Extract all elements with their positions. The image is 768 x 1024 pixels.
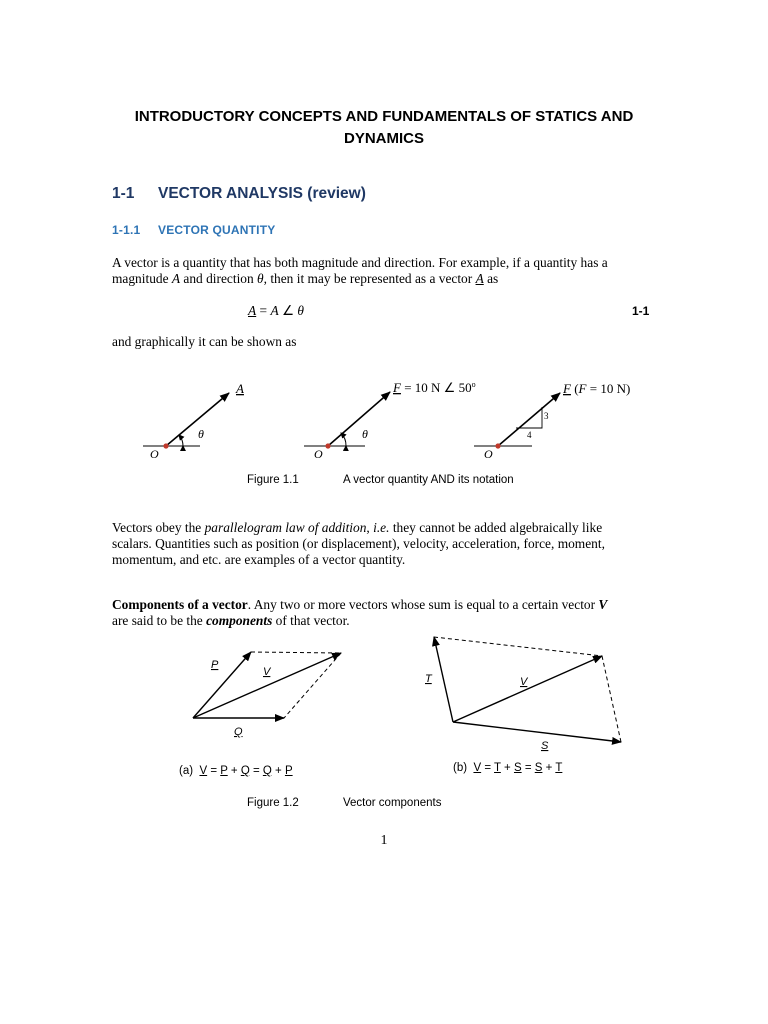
section-number: 1-1	[112, 185, 135, 202]
parallelogram-line-3: momentum, and etc. are examples of a vector quantity.	[112, 552, 406, 567]
intro-paragraph	[112, 255, 658, 287]
graph-intro-text: and graphically it can be shown as	[112, 334, 297, 349]
figure-1-2a-caption: (a) V = P + Q = Q + P	[179, 765, 293, 777]
figure-1-1	[0, 370, 768, 470]
dashed-side-top	[251, 652, 341, 653]
label-A: A	[236, 381, 244, 396]
subsection-title: VECTOR QUANTITY	[158, 223, 276, 237]
vector-V-arrow-b	[453, 656, 602, 722]
figure-1-2	[0, 630, 768, 780]
label-F-magnitude: F (F = 10 N)	[563, 381, 631, 396]
figure-1-2-label: Figure 1.2	[247, 797, 299, 809]
label-P: P	[211, 659, 219, 671]
dashed-side-right	[284, 653, 341, 718]
figure-1-2-caption: Vector components	[343, 797, 442, 809]
label-S: S	[541, 740, 549, 752]
figure-1-1-caption: A vector quantity AND its notation	[343, 474, 514, 486]
vector-diagram-2	[304, 380, 476, 461]
figure-1-1-label: Figure 1.1	[247, 474, 299, 486]
dashed-side-top-b	[434, 637, 602, 656]
components-line-1: Components of a vector. Any two or more vectors whose sum is equal to a certain vector V	[112, 597, 608, 612]
parallelogram-b	[425, 637, 621, 752]
label-T: T	[425, 673, 432, 685]
vector-diagram-1	[143, 381, 244, 461]
origin-point-3	[495, 443, 500, 448]
angle-arc-1	[179, 435, 183, 446]
page-number: 1	[380, 833, 388, 848]
label-O-1: O	[150, 447, 159, 461]
vector-P-arrow	[193, 652, 251, 718]
origin-point-1	[163, 443, 168, 448]
vector-S-arrow	[453, 722, 621, 742]
label-V-b: V	[520, 676, 528, 688]
equation-1-1: A = A ∠ θ	[248, 303, 304, 318]
label-V-a: V	[263, 666, 271, 678]
parallelogram-paragraph	[112, 520, 658, 568]
triangle-label-4: 4	[527, 430, 532, 440]
label-theta-1: θ	[198, 427, 204, 441]
vector-arrow-2	[328, 392, 390, 446]
parallelogram-line-1: Vectors obey the parallelogram law of addition, i.e. they cannot be added algebraically like	[112, 520, 603, 535]
parallelogram-line-2: scalars. Quantities such as position (or displacement), velocity, acceleration, force, moment,	[112, 536, 605, 551]
subsection-number: 1-1.1	[112, 223, 141, 237]
origin-point-2	[325, 443, 330, 448]
figure-1-2b-caption: (b) V = T + S = S + T	[453, 762, 563, 774]
vector-diagram-3	[474, 381, 630, 461]
triangle-label-3: 3	[544, 411, 549, 421]
document-title-line-1: INTRODUCTORY CONCEPTS AND FUNDAMENTALS OF STATICS AND	[134, 108, 634, 125]
intro-line-1: A vector is a quantity that has both magnitude and direction. For example, if a quantity has a	[112, 255, 608, 270]
vector-T-arrow	[434, 637, 453, 722]
section-title: VECTOR ANALYSIS (review)	[158, 185, 366, 202]
label-theta-2: θ	[362, 427, 368, 441]
dashed-side-right-b	[602, 656, 621, 742]
intro-line-2: magnitude A and direction θ, then it may be represented as a vector A as	[112, 271, 499, 286]
label-O-3: O	[484, 447, 493, 461]
components-paragraph	[112, 597, 658, 629]
slope-triangle	[516, 407, 542, 428]
equation-number: 1-1	[632, 304, 650, 318]
label-F-value: F = 10 N ∠ 50$^o$	[393, 380, 476, 395]
parallelogram-a	[193, 652, 341, 738]
label-Q: Q	[234, 726, 243, 738]
components-line-2: are said to be the components of that vector.	[112, 613, 350, 628]
label-O-2: O	[314, 447, 323, 461]
document-title-line-2: DYNAMICS	[343, 130, 424, 147]
